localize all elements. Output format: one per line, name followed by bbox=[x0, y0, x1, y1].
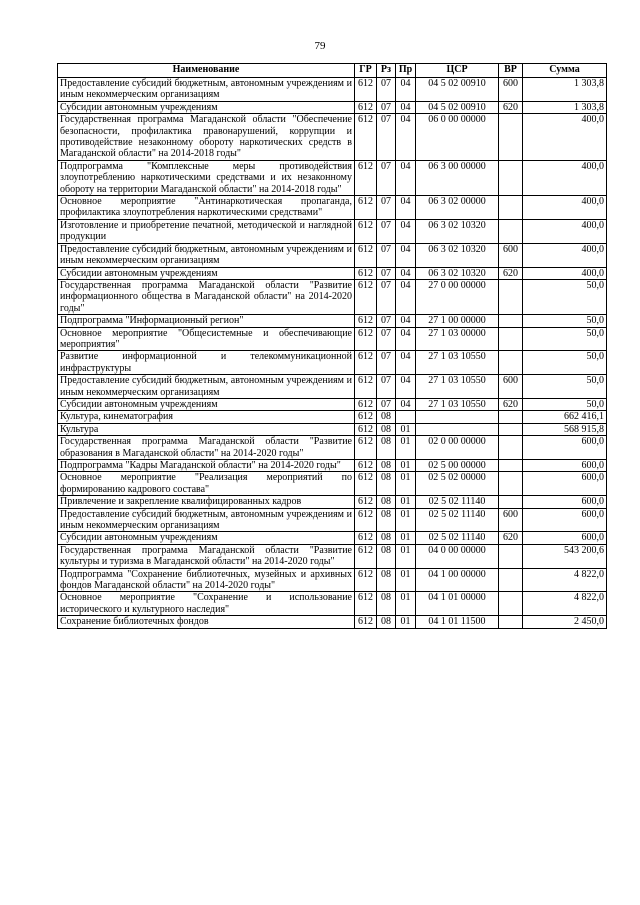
table-row bbox=[58, 196, 607, 220]
cell-name: Государственная программа Магаданской области "Развитие информационного общества в Магаданской области" на 2014-2020 годы" bbox=[58, 279, 355, 314]
cell-sum: 50,0 bbox=[523, 351, 607, 375]
table-row bbox=[58, 398, 607, 410]
cell-rz: 08 bbox=[377, 616, 396, 628]
cell-vr bbox=[499, 411, 523, 423]
cell-sum: 600,0 bbox=[523, 496, 607, 508]
cell-name: Подпрограмма "Информационный регион" bbox=[58, 315, 355, 327]
cell-gr: 612 bbox=[355, 160, 377, 195]
table-row bbox=[58, 327, 607, 351]
cell-csr: 02 5 02 11140 bbox=[416, 508, 499, 532]
cell-vr bbox=[499, 423, 523, 435]
cell-sum: 400,0 bbox=[523, 160, 607, 195]
cell-name: Субсидии автономным учреждениям bbox=[58, 267, 355, 279]
cell-rz: 07 bbox=[377, 219, 396, 243]
cell-csr: 02 5 02 11140 bbox=[416, 496, 499, 508]
cell-rz: 08 bbox=[377, 460, 396, 472]
cell-vr bbox=[499, 327, 523, 351]
cell-name: Основное мероприятие "Сохранение и использование исторического и культурного наследия" bbox=[58, 592, 355, 616]
cell-rz: 07 bbox=[377, 327, 396, 351]
cell-rz: 08 bbox=[377, 544, 396, 568]
cell-vr bbox=[499, 196, 523, 220]
cell-pr: 04 bbox=[396, 267, 416, 279]
cell-rz: 07 bbox=[377, 351, 396, 375]
table-header-row bbox=[58, 64, 607, 78]
cell-pr bbox=[396, 411, 416, 423]
cell-name: Предоставление субсидий бюджетным, автономным учреждениям и иным некоммерческим организациям bbox=[58, 78, 355, 102]
cell-name: Развитие информационной и телекоммуникационной инфраструктуры bbox=[58, 351, 355, 375]
cell-rz: 07 bbox=[377, 375, 396, 399]
cell-pr: 01 bbox=[396, 496, 416, 508]
cell-sum: 50,0 bbox=[523, 398, 607, 410]
cell-gr: 612 bbox=[355, 279, 377, 314]
cell-sum: 568 915,8 bbox=[523, 423, 607, 435]
cell-name: Культура, кинематография bbox=[58, 411, 355, 423]
cell-sum: 4 822,0 bbox=[523, 568, 607, 592]
cell-gr: 612 bbox=[355, 496, 377, 508]
header-sum: Сумма bbox=[523, 64, 607, 78]
cell-vr bbox=[499, 219, 523, 243]
cell-csr: 04 1 01 11500 bbox=[416, 616, 499, 628]
cell-rz: 08 bbox=[377, 532, 396, 544]
cell-pr: 01 bbox=[396, 532, 416, 544]
cell-gr: 612 bbox=[355, 351, 377, 375]
cell-sum: 400,0 bbox=[523, 219, 607, 243]
table-row bbox=[58, 267, 607, 279]
table-row bbox=[58, 496, 607, 508]
cell-name: Предоставление субсидий бюджетным, автономным учреждениям и иным некоммерческим организациям bbox=[58, 508, 355, 532]
cell-gr: 612 bbox=[355, 568, 377, 592]
cell-name: Основное мероприятие "Антинаркотическая пропаганда, профилактика злоупотребления наркотическими средствами" bbox=[58, 196, 355, 220]
cell-gr: 612 bbox=[355, 423, 377, 435]
cell-rz: 08 bbox=[377, 436, 396, 460]
cell-vr bbox=[499, 315, 523, 327]
table-row bbox=[58, 423, 607, 435]
table-row bbox=[58, 411, 607, 423]
cell-vr bbox=[499, 592, 523, 616]
cell-csr bbox=[416, 411, 499, 423]
cell-rz: 08 bbox=[377, 411, 396, 423]
cell-gr: 612 bbox=[355, 78, 377, 102]
cell-sum: 50,0 bbox=[523, 327, 607, 351]
cell-gr: 612 bbox=[355, 375, 377, 399]
cell-pr: 01 bbox=[396, 544, 416, 568]
cell-gr: 612 bbox=[355, 532, 377, 544]
cell-vr bbox=[499, 472, 523, 496]
header-csr: ЦСР bbox=[416, 64, 499, 78]
cell-rz: 07 bbox=[377, 243, 396, 267]
header-name: Наименование bbox=[58, 64, 355, 78]
cell-pr: 01 bbox=[396, 436, 416, 460]
cell-sum: 400,0 bbox=[523, 243, 607, 267]
cell-gr: 612 bbox=[355, 411, 377, 423]
table-row bbox=[58, 219, 607, 243]
cell-name: Предоставление субсидий бюджетным, автономным учреждениям и иным некоммерческим организациям bbox=[58, 243, 355, 267]
cell-sum: 50,0 bbox=[523, 279, 607, 314]
table-row bbox=[58, 279, 607, 314]
cell-rz: 07 bbox=[377, 315, 396, 327]
cell-csr: 02 5 02 00000 bbox=[416, 472, 499, 496]
cell-name: Культура bbox=[58, 423, 355, 435]
cell-sum: 400,0 bbox=[523, 114, 607, 161]
cell-vr bbox=[499, 279, 523, 314]
cell-rz: 07 bbox=[377, 196, 396, 220]
cell-vr bbox=[499, 568, 523, 592]
cell-sum: 400,0 bbox=[523, 267, 607, 279]
cell-csr: 04 1 01 00000 bbox=[416, 592, 499, 616]
cell-gr: 612 bbox=[355, 436, 377, 460]
cell-vr: 620 bbox=[499, 532, 523, 544]
cell-csr: 06 0 00 00000 bbox=[416, 114, 499, 161]
cell-csr: 02 5 00 00000 bbox=[416, 460, 499, 472]
cell-csr: 06 3 02 00000 bbox=[416, 196, 499, 220]
cell-vr bbox=[499, 544, 523, 568]
cell-sum: 2 450,0 bbox=[523, 616, 607, 628]
cell-csr bbox=[416, 423, 499, 435]
cell-csr: 04 1 00 00000 bbox=[416, 568, 499, 592]
cell-gr: 612 bbox=[355, 327, 377, 351]
table-row bbox=[58, 508, 607, 532]
cell-sum: 600,0 bbox=[523, 460, 607, 472]
header-rz: Рз bbox=[377, 64, 396, 78]
page-number: 79 bbox=[314, 40, 326, 52]
cell-name: Подпрограмма "Сохранение библиотечных, музейных и архивных фондов Магаданской области" на 2014-2020 годы" bbox=[58, 568, 355, 592]
cell-rz: 07 bbox=[377, 114, 396, 161]
cell-vr: 620 bbox=[499, 101, 523, 113]
cell-name: Сохранение библиотечных фондов bbox=[58, 616, 355, 628]
table-row bbox=[58, 544, 607, 568]
cell-csr: 06 3 00 00000 bbox=[416, 160, 499, 195]
cell-csr: 02 5 02 11140 bbox=[416, 532, 499, 544]
cell-csr: 04 5 02 00910 bbox=[416, 101, 499, 113]
cell-sum: 543 200,6 bbox=[523, 544, 607, 568]
cell-gr: 612 bbox=[355, 101, 377, 113]
cell-vr bbox=[499, 351, 523, 375]
cell-pr: 01 bbox=[396, 616, 416, 628]
cell-csr: 27 1 03 10550 bbox=[416, 398, 499, 410]
cell-gr: 612 bbox=[355, 544, 377, 568]
cell-vr: 620 bbox=[499, 267, 523, 279]
cell-csr: 27 1 03 10550 bbox=[416, 351, 499, 375]
cell-vr bbox=[499, 460, 523, 472]
cell-vr bbox=[499, 496, 523, 508]
cell-name: Государственная программа Магаданской области "Развитие образования в Магаданской области" на 2014-2020 годы" bbox=[58, 436, 355, 460]
cell-pr: 04 bbox=[396, 160, 416, 195]
cell-rz: 08 bbox=[377, 496, 396, 508]
cell-sum: 400,0 bbox=[523, 196, 607, 220]
cell-vr: 600 bbox=[499, 243, 523, 267]
table-row bbox=[58, 375, 607, 399]
cell-sum: 1 303,8 bbox=[523, 101, 607, 113]
table-row bbox=[58, 592, 607, 616]
cell-rz: 08 bbox=[377, 472, 396, 496]
cell-pr: 04 bbox=[396, 101, 416, 113]
cell-name: Субсидии автономным учреждениям bbox=[58, 398, 355, 410]
cell-pr: 04 bbox=[396, 351, 416, 375]
table-row bbox=[58, 243, 607, 267]
cell-gr: 612 bbox=[355, 508, 377, 532]
cell-csr: 27 1 03 00000 bbox=[416, 327, 499, 351]
cell-pr: 04 bbox=[396, 327, 416, 351]
header-vr: ВР bbox=[499, 64, 523, 78]
cell-csr: 27 0 00 00000 bbox=[416, 279, 499, 314]
cell-pr: 04 bbox=[396, 315, 416, 327]
cell-vr: 600 bbox=[499, 78, 523, 102]
cell-gr: 612 bbox=[355, 472, 377, 496]
cell-gr: 612 bbox=[355, 592, 377, 616]
cell-rz: 07 bbox=[377, 160, 396, 195]
table-row bbox=[58, 472, 607, 496]
cell-rz: 08 bbox=[377, 423, 396, 435]
cell-name: Субсидии автономным учреждениям bbox=[58, 532, 355, 544]
cell-csr: 06 3 02 10320 bbox=[416, 243, 499, 267]
cell-csr: 04 5 02 00910 bbox=[416, 78, 499, 102]
cell-rz: 07 bbox=[377, 101, 396, 113]
cell-sum: 4 822,0 bbox=[523, 592, 607, 616]
cell-sum: 50,0 bbox=[523, 315, 607, 327]
cell-gr: 612 bbox=[355, 243, 377, 267]
header-pr: Пр bbox=[396, 64, 416, 78]
cell-pr: 04 bbox=[396, 196, 416, 220]
cell-rz: 07 bbox=[377, 279, 396, 314]
cell-rz: 07 bbox=[377, 267, 396, 279]
cell-rz: 08 bbox=[377, 592, 396, 616]
cell-rz: 07 bbox=[377, 78, 396, 102]
table-row bbox=[58, 315, 607, 327]
table-row bbox=[58, 351, 607, 375]
cell-sum: 50,0 bbox=[523, 375, 607, 399]
cell-pr: 04 bbox=[396, 219, 416, 243]
cell-rz: 07 bbox=[377, 398, 396, 410]
cell-gr: 612 bbox=[355, 460, 377, 472]
cell-vr bbox=[499, 436, 523, 460]
cell-sum: 600,0 bbox=[523, 472, 607, 496]
cell-pr: 01 bbox=[396, 568, 416, 592]
cell-name: Субсидии автономным учреждениям bbox=[58, 101, 355, 113]
cell-name: Государственная программа Магаданской области "Развитие культуры и туризма в Магаданской области" на 2014-2020 годы" bbox=[58, 544, 355, 568]
cell-rz: 08 bbox=[377, 568, 396, 592]
cell-name: Предоставление субсидий бюджетным, автономным учреждениям и иным некоммерческим организациям bbox=[58, 375, 355, 399]
table-row bbox=[58, 568, 607, 592]
cell-pr: 04 bbox=[396, 279, 416, 314]
cell-pr: 01 bbox=[396, 460, 416, 472]
cell-gr: 612 bbox=[355, 267, 377, 279]
cell-pr: 04 bbox=[396, 78, 416, 102]
cell-gr: 612 bbox=[355, 398, 377, 410]
cell-name: Основное мероприятие "Реализация мероприятий по формированию кадрового состава" bbox=[58, 472, 355, 496]
table-row bbox=[58, 616, 607, 628]
cell-pr: 01 bbox=[396, 423, 416, 435]
cell-vr bbox=[499, 160, 523, 195]
cell-vr bbox=[499, 114, 523, 161]
cell-gr: 612 bbox=[355, 114, 377, 161]
cell-csr: 06 3 02 10320 bbox=[416, 267, 499, 279]
cell-vr bbox=[499, 616, 523, 628]
cell-csr: 06 3 02 10320 bbox=[416, 219, 499, 243]
cell-pr: 04 bbox=[396, 375, 416, 399]
cell-pr: 01 bbox=[396, 508, 416, 532]
cell-rz: 08 bbox=[377, 508, 396, 532]
cell-pr: 04 bbox=[396, 243, 416, 267]
header-gr: ГР bbox=[355, 64, 377, 78]
table-row bbox=[58, 532, 607, 544]
cell-vr: 600 bbox=[499, 508, 523, 532]
cell-pr: 04 bbox=[396, 398, 416, 410]
table-row bbox=[58, 436, 607, 460]
cell-pr: 04 bbox=[396, 114, 416, 161]
cell-sum: 600,0 bbox=[523, 508, 607, 532]
cell-pr: 01 bbox=[396, 592, 416, 616]
table-row bbox=[58, 160, 607, 195]
cell-gr: 612 bbox=[355, 219, 377, 243]
cell-name: Государственная программа Магаданской области "Обеспечение безопасности, профилактика правонарушений, коррупции и противодействие незаконному обороту наркотических средств в Магаданской области" на 2014-2018 годы" bbox=[58, 114, 355, 161]
cell-csr: 27 1 03 10550 bbox=[416, 375, 499, 399]
cell-csr: 04 0 00 00000 bbox=[416, 544, 499, 568]
table-row bbox=[58, 460, 607, 472]
cell-csr: 27 1 00 00000 bbox=[416, 315, 499, 327]
cell-gr: 612 bbox=[355, 315, 377, 327]
cell-name: Подпрограмма "Кадры Магаданской области" на 2014-2020 годы" bbox=[58, 460, 355, 472]
budget-table bbox=[57, 63, 607, 629]
cell-pr: 01 bbox=[396, 472, 416, 496]
table-row bbox=[58, 78, 607, 102]
table-row bbox=[58, 114, 607, 161]
cell-name: Основное мероприятие "Общесистемные и обеспечивающие мероприятия" bbox=[58, 327, 355, 351]
cell-name: Привлечение и закрепление квалифицированных кадров bbox=[58, 496, 355, 508]
cell-gr: 612 bbox=[355, 196, 377, 220]
cell-name: Подпрограмма "Комплексные меры противодействия злоупотреблению наркотическими средствами и их незаконному обороту на территории Магаданской области" на 2014-2018 годы" bbox=[58, 160, 355, 195]
cell-csr: 02 0 00 00000 bbox=[416, 436, 499, 460]
cell-sum: 600,0 bbox=[523, 532, 607, 544]
cell-sum: 1 303,8 bbox=[523, 78, 607, 102]
cell-name: Изготовление и приобретение печатной, методической и наглядной продукции bbox=[58, 219, 355, 243]
cell-vr: 600 bbox=[499, 375, 523, 399]
cell-gr: 612 bbox=[355, 616, 377, 628]
table-row bbox=[58, 101, 607, 113]
cell-sum: 600,0 bbox=[523, 436, 607, 460]
cell-sum: 662 416,1 bbox=[523, 411, 607, 423]
cell-vr: 620 bbox=[499, 398, 523, 410]
